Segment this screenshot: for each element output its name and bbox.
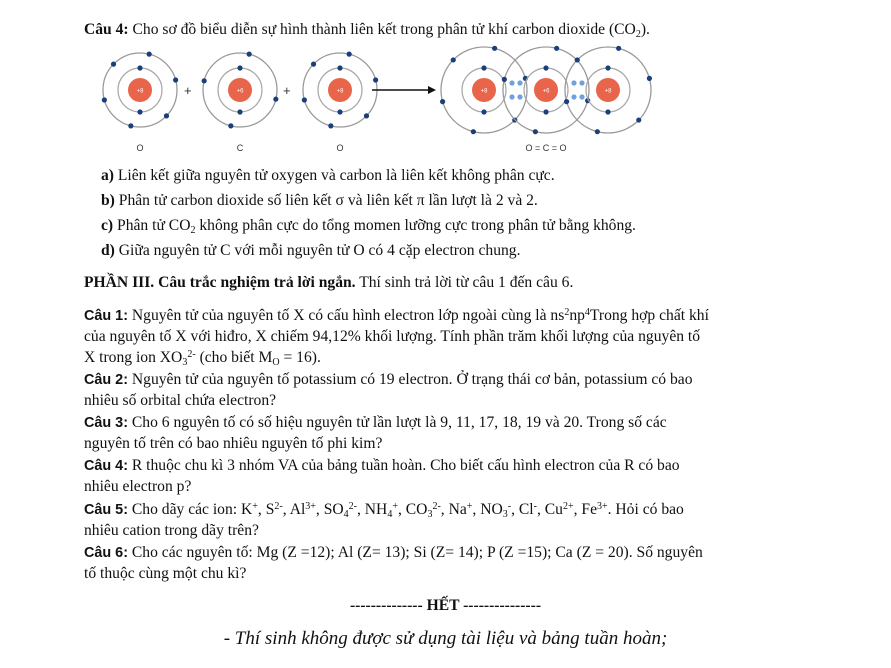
part3-heading: PHẦN III. Câu trắc nghiệm trả lời ngắn. Thí sinh trả lời từ câu 1 đến câu 6.: [84, 274, 574, 291]
oxygen-atom-2-inner-electron: [337, 65, 342, 70]
question-6-line-2: tố thuộc cùng một chu kì?: [84, 565, 247, 582]
arrow-icon: [372, 86, 436, 94]
carbon-atom-charge: +6: [236, 88, 244, 95]
oxygen-atom-2-inner-electron: [337, 109, 342, 114]
oxygen-atom-1-outer-electron: [111, 62, 116, 67]
option-a: a) Liên kết giữa nguyên tử oxygen và carbon là liên kết không phân cực.: [101, 167, 555, 184]
product-carbon-charge: +6: [542, 88, 550, 95]
product-oxygen-2-outer-electron: [595, 129, 600, 134]
ion-10: $Cu^{2+}$: [544, 501, 574, 518]
footer-note: - Thí sinh không được sử dụng tài liệu và bảng tuần hoàn;: [223, 628, 668, 649]
shared-electron: [579, 80, 584, 85]
product-carbon-inner-electron: [543, 65, 548, 70]
product-oxygen-2-outer-electron: [647, 76, 652, 81]
ion-3: $Al^{3+}$: [289, 501, 316, 518]
product-oxygen-2-inner-electron: [605, 109, 610, 114]
question-2-line-1: Câu 2: Nguyên tử của nguyên tố potassium có 19 electron. Ở trạng thái cơ bản, potassium có bao: [84, 371, 693, 388]
option-b: b) Phân tử carbon dioxide số liên kết σ và liên kết π lần lượt là 2 và 2.: [101, 192, 538, 209]
shared-electron: [571, 80, 576, 85]
ion-5: $NH_4^+$: [364, 501, 398, 520]
product-oxygen-1-charge: +8: [480, 88, 488, 95]
product-carbon-outer-electron: [533, 129, 538, 134]
carbon-atom-outer-electron: [273, 97, 278, 102]
carbon-atom-outer-electron: [228, 123, 233, 128]
oxygen-atom-1-inner-electron: [137, 65, 142, 70]
ion-4: $SO_4^{2-}$: [323, 501, 357, 520]
oxygen-atom-1-outer-electron: [147, 52, 152, 57]
shared-electron: [509, 94, 514, 99]
ion-9: Cl-: [518, 501, 537, 518]
co2-bond-diagram: [0, 42, 891, 162]
label-carbon: C: [236, 143, 244, 153]
ion-list: K+, $S^{2-}$, $Al^{3+}$, $SO_4^{2-}$, $NH_4^+$, $CO_3^{2-}$, Na+, $NO_3^-$, Cl-, $Cu^{2+}$, $Fe^{3+}$.: [241, 501, 616, 520]
label-product: O = C = O: [525, 143, 567, 153]
oxygen-atom-1-outer-electron: [173, 77, 178, 82]
end-marker: -------------- HẾT ---------------: [349, 597, 542, 614]
product-oxygen-1-outer-electron: [492, 46, 497, 51]
shared-electron: [517, 94, 522, 99]
label-oxygen-1: O: [136, 143, 144, 153]
oxygen-atom-2: [302, 52, 378, 129]
oxygen-atom-2-outer-electron: [328, 123, 333, 128]
shared-electron: [517, 80, 522, 85]
product-oxygen-2-charge: +8: [604, 88, 612, 95]
product-oxygen-2: [564, 46, 652, 135]
product-oxygen-1: [440, 46, 528, 135]
q4-stem: Câu 4: Cho sơ đồ biểu diễn sự hình thành liên kết trong phân tử khí carbon dioxide $(CO_2)$.: [84, 21, 650, 40]
carbon-atom-inner-electron: [237, 109, 242, 114]
oxygen-atom-2-outer-electron: [347, 52, 352, 57]
ion-2: $S^{2-}$: [265, 501, 283, 518]
question-4-line-2: nhiêu electron p?: [84, 478, 192, 495]
oxygen-atom-1-outer-electron: [128, 123, 133, 128]
ion-7: Na+: [448, 501, 473, 518]
ion-1: K+: [241, 501, 258, 518]
oxygen-atom-2-charge: +8: [336, 88, 344, 95]
oxygen-atom-1-inner-electron: [137, 109, 142, 114]
oxygen-atom-2-outer-electron: [364, 113, 369, 118]
question-1-line-2: của nguyên tố X với hiđro, X chiếm 94,12% khối lượng. Tính phần trăm khối lượng của nguyên tố: [84, 328, 701, 345]
product-oxygen-2-inner-electron: [605, 65, 610, 70]
product-oxygen-1-inner-electron: [481, 109, 486, 114]
carbon-atom: [202, 52, 279, 129]
product-oxygen-2-outer-electron: [575, 57, 580, 62]
question-1-line-3: X trong ion $XO_3^{2-}$ (cho biết $M_O = 16$).: [84, 349, 321, 368]
option-c: c) Phân tử $CO_2$ không phân cực do tổng momen lưỡng cực trong phân tử bằng không.: [101, 217, 636, 236]
ion-8: $NO_3^-$: [480, 501, 512, 520]
shared-electron: [579, 94, 584, 99]
oxygen-atom-1-outer-electron: [164, 113, 169, 118]
product-oxygen-1-outer-electron: [471, 129, 476, 134]
carbon-atom-outer-electron: [247, 52, 252, 57]
carbon-atom-inner-electron: [237, 65, 242, 70]
ion-6: $CO_3^{2-}$: [405, 501, 441, 520]
oxygen-atom-1: [102, 52, 178, 129]
label-oxygen-2: O: [336, 143, 344, 153]
product-oxygen-1-outer-electron: [440, 99, 445, 104]
question-3-line-2: nguyên tố trên có bao nhiêu nguyên tố phi kim?: [84, 435, 383, 452]
option-d: d) Giữa nguyên tử C với mỗi nguyên tử O có 4 cặp electron chung.: [101, 242, 521, 259]
oxygen-atom-2-outer-electron: [302, 97, 307, 102]
plus-sign-1: +: [184, 83, 192, 98]
plus-sign-2: +: [283, 83, 291, 98]
question-3-line-1: Câu 3: Cho 6 nguyên tố có số hiệu nguyên tử lần lượt là 9, 11, 17, 18, 19 và 20. Trong số các: [84, 414, 667, 431]
oxygen-atom-2-outer-electron: [311, 62, 316, 67]
question-5-line-2: nhiêu cation trong dãy trên?: [84, 522, 259, 539]
carbon-atom-outer-electron: [202, 78, 207, 83]
question-6-line-1: Câu 6: Cho các nguyên tố: Mg (Z =12); Al (Z= 13); Si (Z= 14); P (Z =15); Ca (Z = 20). Số nguyên: [84, 544, 703, 561]
question-4-line-1: Câu 4: R thuộc chu kì 3 nhóm VA của bảng tuần hoàn. Cho biết cấu hình electron của R có bao: [84, 457, 680, 474]
product-carbon-outer-electron: [554, 46, 559, 51]
shared-electron: [509, 80, 514, 85]
question-5-line-1: Câu 5: Cho dãy các ion: K+, $S^{2-}$, $Al^{3+}$, $SO_4^{2-}$, $NH_4^+$, $CO_3^{2-}$, Na+, $NO_3^-$, Cl-, $Cu^{2+}$, $Fe^{3+}$. Hỏi có bao: [84, 501, 684, 520]
question-2-line-2: nhiêu số orbital chứa electron?: [84, 392, 277, 409]
product-oxygen-2-outer-electron: [564, 99, 569, 104]
oxygen-atom-1-charge: +8: [136, 88, 144, 95]
product-carbon-inner-electron: [543, 109, 548, 114]
shared-electron: [571, 94, 576, 99]
oxygen-atom-1-outer-electron: [102, 97, 107, 102]
ion-11: $Fe^{3+}$: [581, 501, 608, 518]
product-carbon-outer-electron: [502, 77, 507, 82]
oxygen-atom-2-outer-electron: [373, 77, 378, 82]
question-1-line-1: Câu 1: Nguyên tử của nguyên tố X có cấu hình electron lớp ngoài cùng là $ns^2np^4Trong$ hợp chất khí: [84, 307, 709, 324]
product-oxygen-2-outer-electron: [636, 117, 641, 122]
product-oxygen-2-outer-electron: [616, 46, 621, 51]
product-oxygen-1-outer-electron: [451, 57, 456, 62]
product-oxygen-1-inner-electron: [481, 65, 486, 70]
